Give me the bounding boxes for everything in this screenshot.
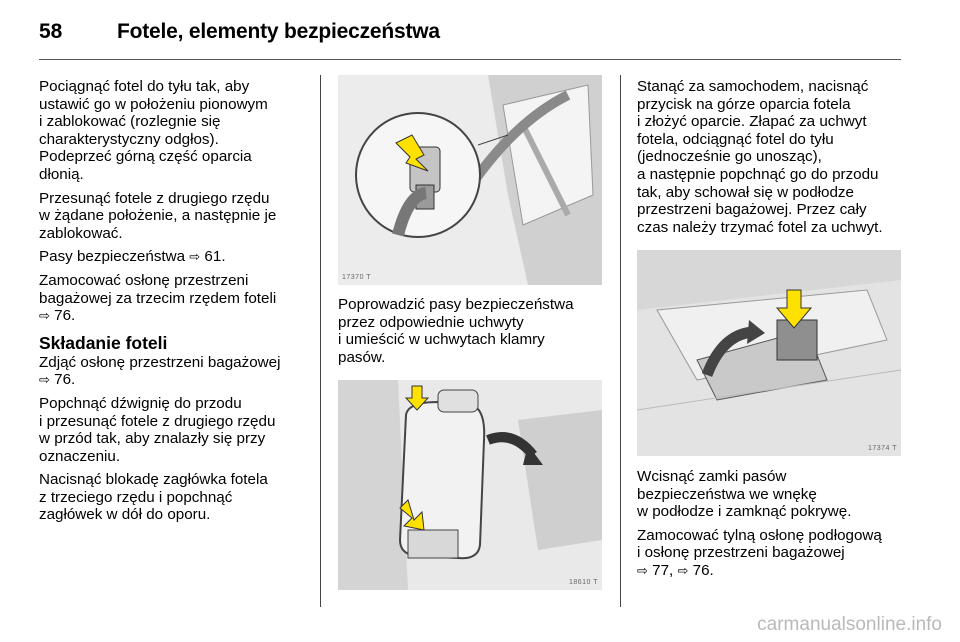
figure-seat-headrest bbox=[338, 380, 602, 590]
column-3-text-lower bbox=[637, 468, 912, 586]
watermark: carmanualsonline.info bbox=[757, 614, 942, 635]
column-1 bbox=[39, 78, 309, 530]
page-number: 58 bbox=[39, 20, 63, 43]
paragraph: Stanąć za samochodem, nacisnąć przycisk na górze oparcia fotela i złożyć oparcie. Złapać za uchwyt fotela, odciągnąć fotel do tyłu (jednocześnie go unosząc), a następnie popchnąć go do przodu tak, aby schował się w podłodze przestrzeni bagażowej. Przez cały czas należy trzymać fotel za uchwyt. bbox=[637, 78, 883, 236]
column-divider-2 bbox=[620, 75, 621, 607]
figure-seatbelt-guide bbox=[338, 75, 602, 285]
figure-code: 17374 T bbox=[867, 445, 897, 452]
column-divider-1 bbox=[320, 75, 321, 607]
arrow-ref-icon: ⇨ bbox=[637, 562, 648, 578]
paragraph: Popchnąć dźwignię do przodu i przesunąć fotele z drugiego rzędu w przód tak, aby znalazły się przy oznaczeniu. bbox=[39, 394, 276, 465]
column-2-text bbox=[338, 296, 613, 372]
paragraph: Poprowadzić pasy bezpieczeństwa przez odpowiednie uchwyty i umieścić w uchwytach klamry pasów. bbox=[338, 296, 574, 366]
header-rule bbox=[39, 59, 901, 60]
paragraph: Przesunąć fotele z drugiego rzędu w żądane położenie, a następnie je zablokować. bbox=[39, 189, 277, 242]
page-ref[interactable]: 76. bbox=[54, 371, 76, 389]
paragraph: Nacisnąć blokadę zagłówka fotela z trzeciego rzędu i popchnąć zagłówek w dół do oporu. bbox=[39, 471, 268, 524]
page-ref[interactable]: 77, bbox=[652, 561, 674, 579]
arrow-ref-icon: ⇨ bbox=[39, 372, 50, 388]
section-heading: Składanie foteli bbox=[39, 332, 168, 353]
arrow-ref-icon: ⇨ bbox=[39, 308, 50, 324]
paragraph: Wcisnąć zamki pasów bezpieczeństwa we wnękę w podłodze i zamknąć pokrywę. bbox=[637, 468, 852, 521]
paragraph: Pasy bezpieczeństwa ⇨ 61. bbox=[39, 248, 226, 266]
page-ref[interactable]: 61. bbox=[204, 248, 226, 266]
seat-fold-illustration bbox=[637, 250, 901, 456]
figure-code: 17370 T bbox=[342, 274, 372, 281]
seat-headrest-illustration bbox=[338, 380, 602, 590]
figure-seat-fold bbox=[637, 250, 901, 456]
page-header bbox=[39, 20, 919, 60]
seatbelt-guide-illustration bbox=[338, 75, 602, 285]
page-ref[interactable]: 76. bbox=[692, 561, 714, 579]
arrow-ref-icon: ⇨ bbox=[677, 562, 689, 578]
paragraph: Zamocować osłonę przestrzeni bagażowej za trzecim rzędem foteli ⇨ 76. bbox=[39, 271, 277, 325]
page-title: Fotele, elementy bezpieczeństwa bbox=[117, 20, 440, 43]
paragraph: Pociągnąć fotel do tyłu tak, aby ustawić go w położeniu pionowym i zablokować (rozlegnie się charakterystyczny odgłos). Podeprzeć górną część oparcia dłonią. bbox=[39, 78, 268, 183]
arrow-ref-icon: ⇨ bbox=[189, 249, 201, 265]
page-ref[interactable]: 76. bbox=[54, 307, 76, 325]
column-3-text bbox=[637, 78, 912, 242]
paragraph: Zamocować tylną osłonę podłogową i osłonę przestrzeni bagażowej ⇨ 77, ⇨ 76. bbox=[637, 526, 882, 579]
paragraph: Zdjąć osłonę przestrzeni bagażowej ⇨ 76. bbox=[39, 353, 281, 389]
figure-code: 18610 T bbox=[568, 579, 598, 586]
